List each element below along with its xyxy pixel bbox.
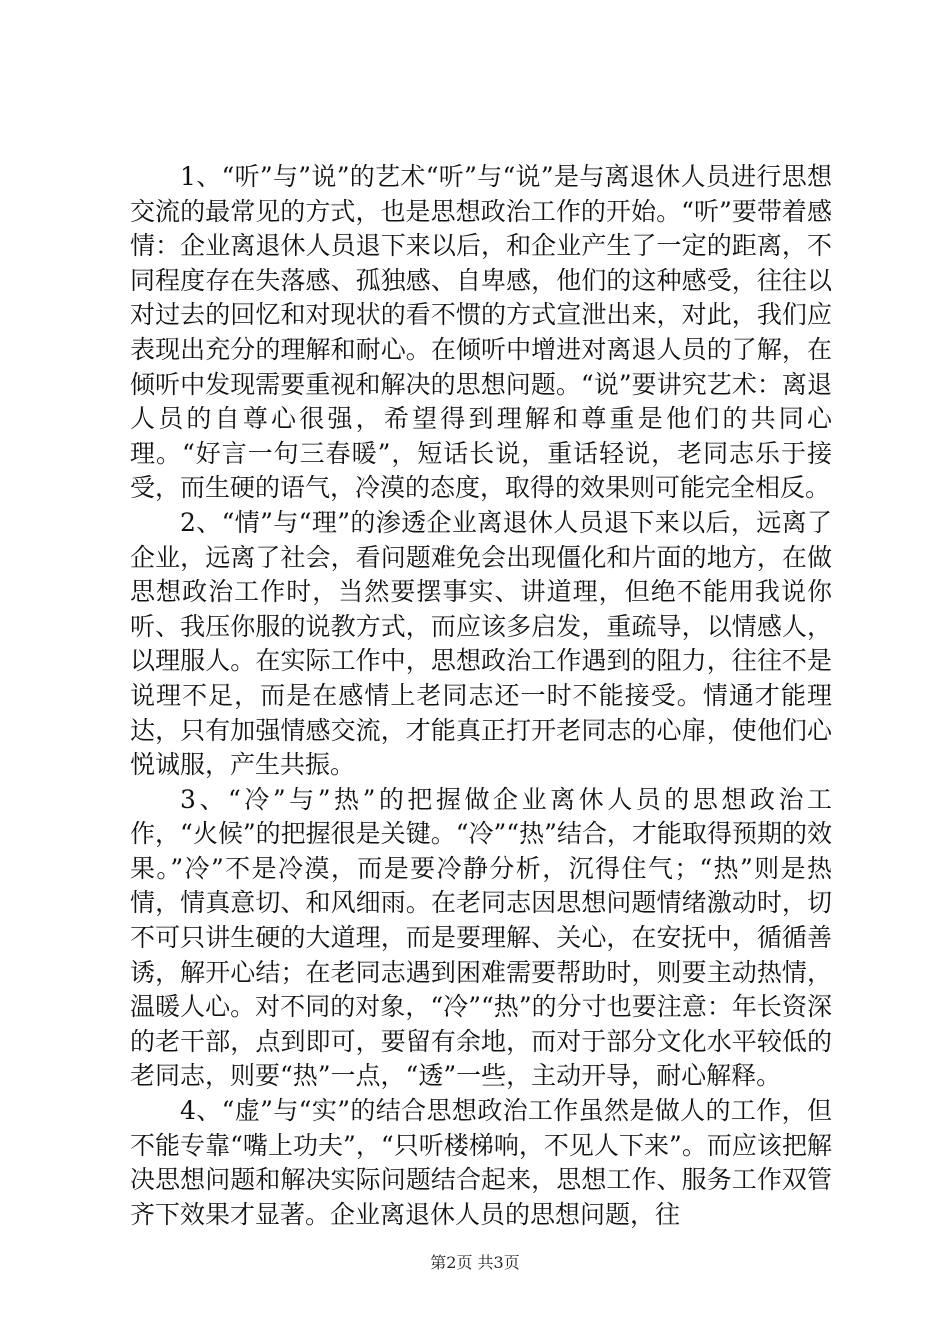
page-number-footer: 第2页 共3页	[430, 1253, 520, 1272]
document-body	[130, 160, 832, 1232]
paragraph-3: 3、“冷”与”热”的把握做企业离休人员的思想政治工作，“火候”的把握很是关键。“冷”“热”结合，才能取得预期的效果。”冷”不是冷漠，而是要冷静分析，沉得住气；“热”则是热情，情真意切、和风细雨。在老同志因思想问题情绪激动时，切不可只讲生硬的大道理，而是要理解、关心，在安抚中，循循善诱，解开心结；在老同志遇到困难需要帮助时，则要主动热情，温暖人心。对不同的对象，“冷”“热”的分寸也要注意：年长资深的老干部，点到即可，要留有余地，而对于部分文化水平较低的老同志，则要“热”一点，“透”一些，主动开导，耐心解释。	[130, 784, 832, 1091]
paragraph-1: 1、“听”与”说”的艺术“听”与“说”是与离退休人员进行思想交流的最常见的方式，也是思想政治工作的开始。“听”要带着感情：企业离退休人员退下来以后，和企业产生了一定的距离，不同程度存在失落感、孤独感、自卑感，他们的这种感受，往往以对过去的回忆和对现状的看不惯的方式宣泄出来，对此，我们应表现出充分的理解和耐心。在倾听中增进对离退人员的了解，在倾听中发现需要重视和解决的思想问题。“说”要讲究艺术：离退人员的自尊心很强，希望得到理解和尊重是他们的共同心理。“好言一句三春暖”，短话长说，重话轻说，老同志乐于接受，而生硬的语气，冷漠的态度，取得的效果则可能完全相反。	[130, 162, 832, 503]
paragraph-2: 2、“情”与“理”的渗透企业离退休人员退下来以后，远离了企业，远离了社会，看问题难免会出现僵化和片面的地方，在做思想政治工作时，当然要摆事实、讲道理，但绝不能用我说你听、我压你服的说教方式，而应该多启发，重疏导，以情感人，以理服人。在实际工作中，思想政治工作遇到的阻力，往往不是说理不足，而是在感情上老同志还一时不能接受。情通才能理达，只有加强情感交流，才能真正打开老同志的心扉，使他们心悦诚服，产生共振。	[130, 507, 832, 780]
paragraph-4: 4、“虚”与“实”的结合思想政治工作虽然是做人的工作，但不能专靠“嘴上功夫”，“只听楼梯响，不见人下来”。而应该把解决思想问题和解决实际问题结合起来，思想工作、服务工作双管齐下效果才显著。企业离退休人员的思想问题，往	[130, 1096, 832, 1229]
